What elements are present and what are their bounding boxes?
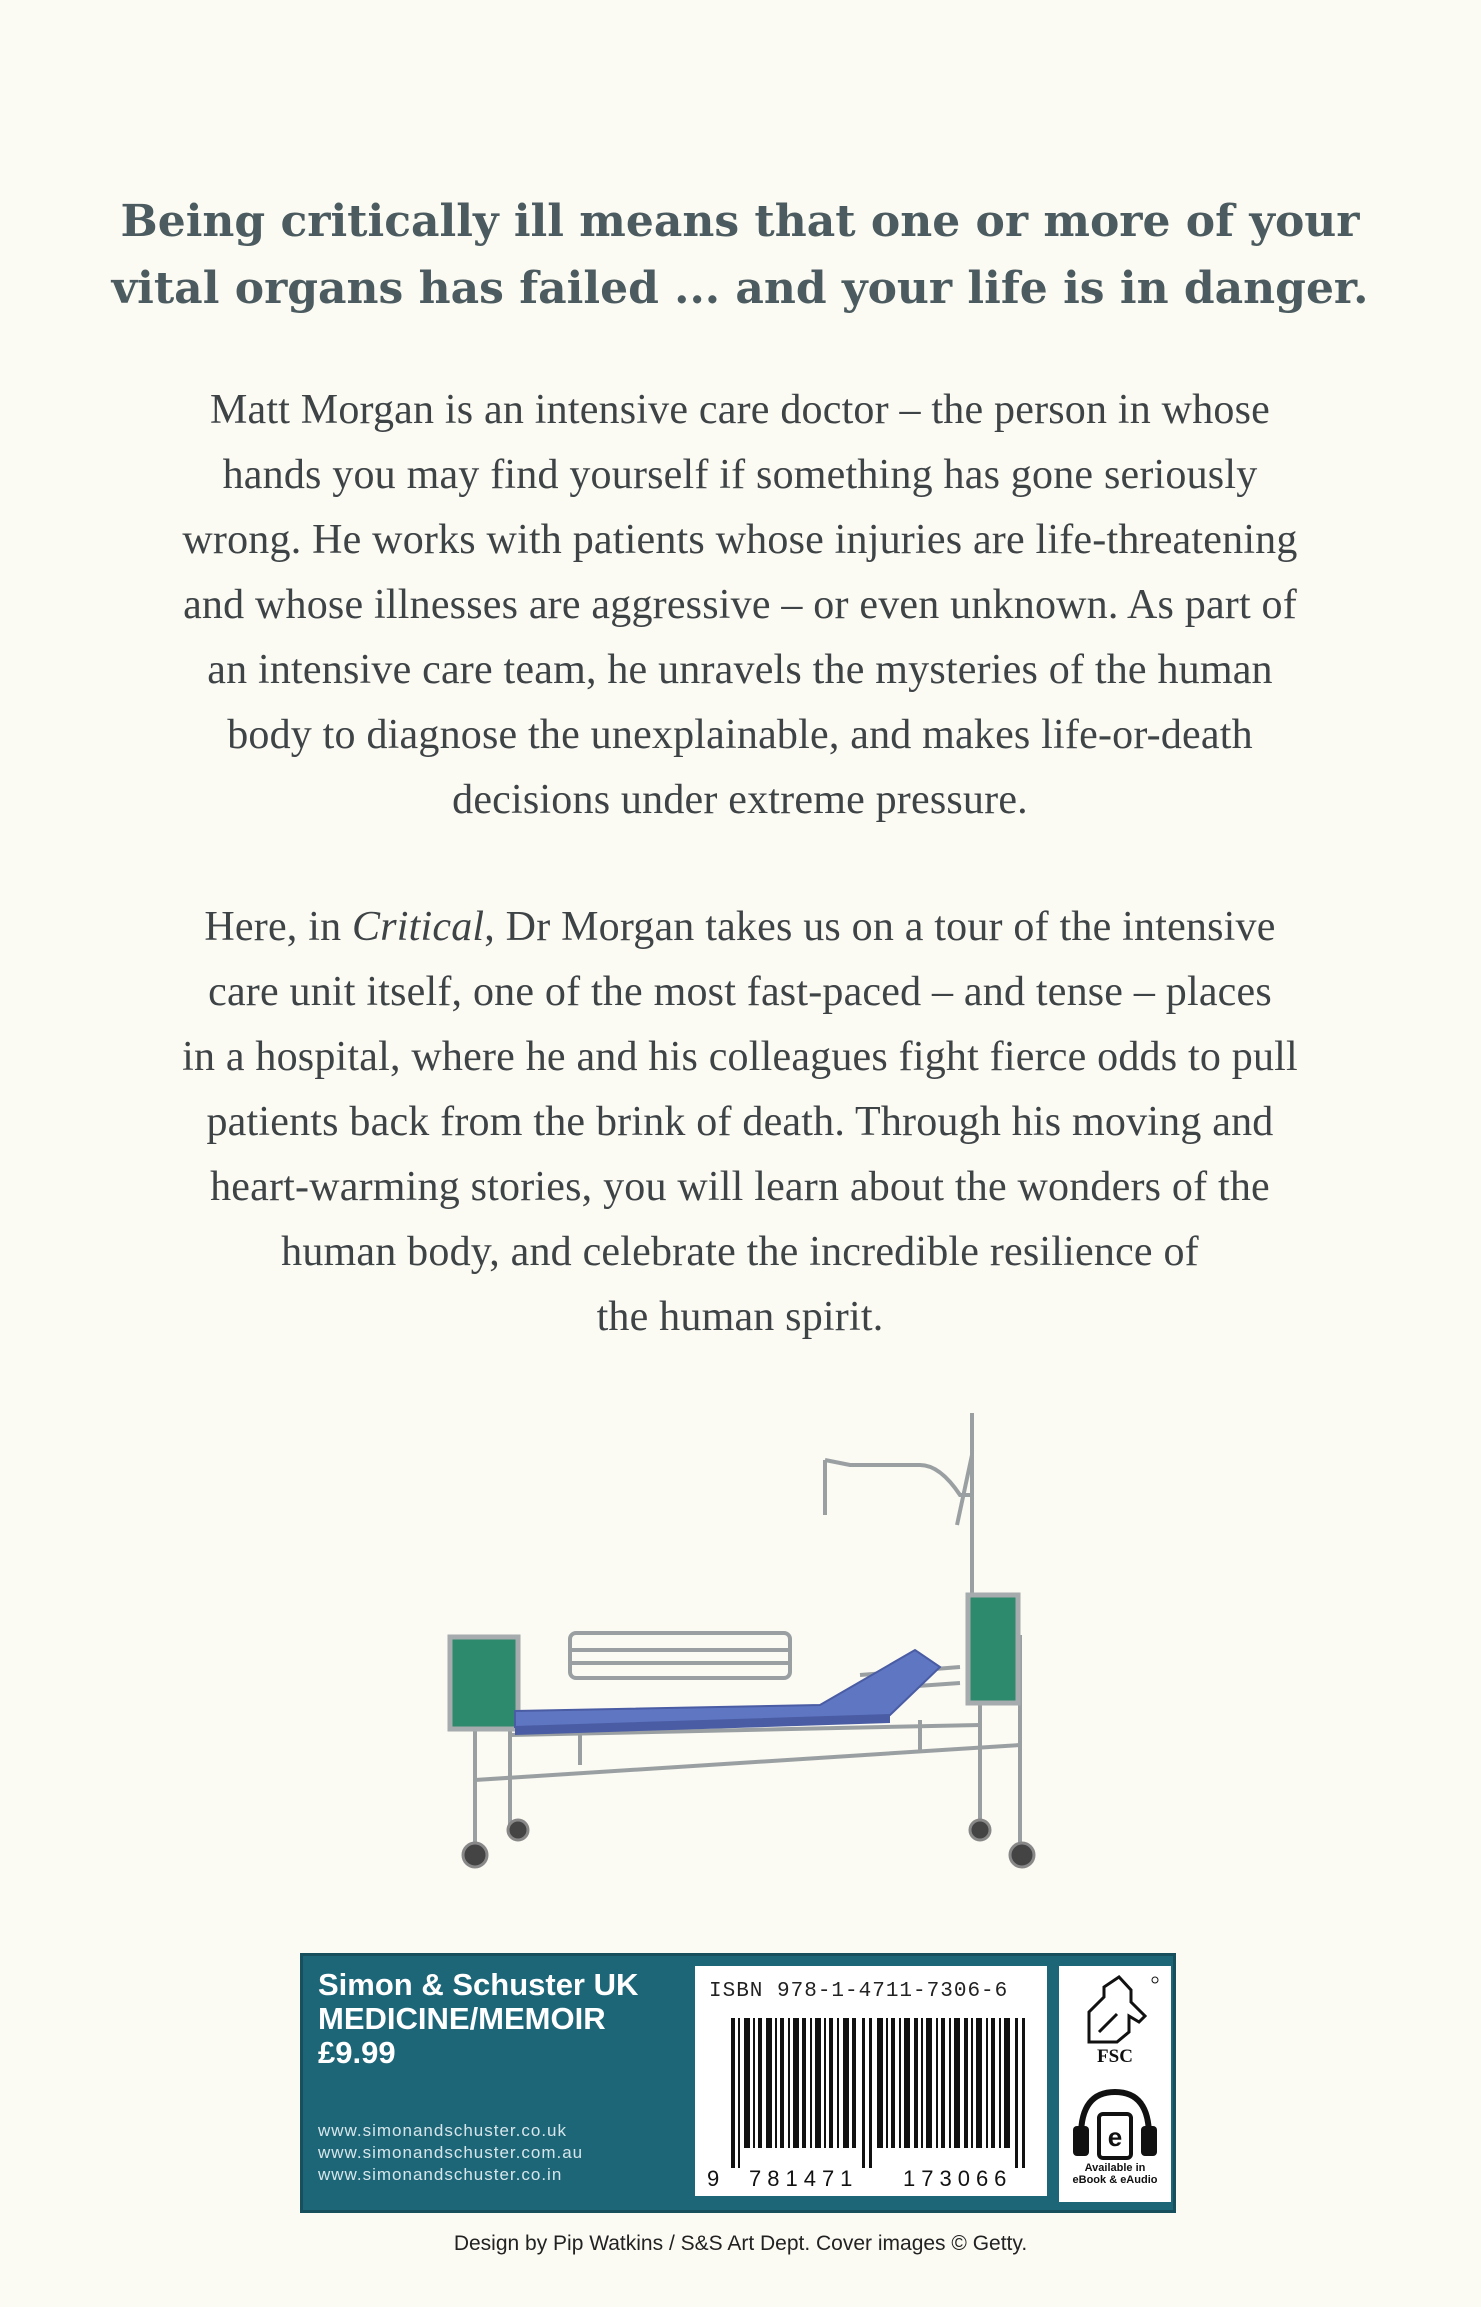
headline-line: vital organs has failed ... and your life is in danger. bbox=[111, 263, 1369, 314]
barcode-icon bbox=[731, 2018, 1027, 2168]
price-label: £9.99 bbox=[318, 2035, 396, 2070]
blurb-line: wrong. He works with patients whose injuries are life-threatening bbox=[182, 517, 1298, 563]
isbn-label: ISBN 978-1-4711-7306-6 bbox=[709, 1980, 1009, 2003]
hospital-bed-illustration bbox=[420, 1405, 1060, 1895]
barcode-digit-group: 9 bbox=[707, 2166, 720, 2191]
barcode-box bbox=[695, 1966, 1047, 2196]
blurb-line: human body, and celebrate the incredible resilience of bbox=[281, 1229, 1199, 1275]
blurb-line: decisions under extreme pressure. bbox=[452, 777, 1028, 823]
blurb-line: an intensive care team, he unravels the mysteries of the human bbox=[207, 647, 1273, 693]
headline bbox=[110, 188, 1370, 322]
book-title: Critical bbox=[351, 904, 485, 950]
blurb-paragraph-2 bbox=[100, 895, 1380, 1350]
blurb-line: hands you may find yourself if something has gone seriously bbox=[222, 452, 1258, 498]
blurb-line: and whose illnesses are aggressive – or even unknown. As part of bbox=[183, 582, 1297, 628]
headline-line: Being critically ill means that one or more of your bbox=[120, 196, 1360, 247]
fsc-label: FSC bbox=[1097, 2046, 1133, 2067]
blurb-paragraph-1 bbox=[100, 378, 1380, 833]
blurb-line: heart-warming stories, you will learn about the wonders of the bbox=[210, 1164, 1270, 1210]
svg-text:e: e bbox=[1107, 2122, 1123, 2152]
certification-icons bbox=[1059, 1966, 1171, 2202]
blurb-line: patients back from the brink of death. Through his moving and bbox=[206, 1099, 1274, 1145]
publisher-urls bbox=[318, 2120, 583, 2186]
availability-line: Available in bbox=[1084, 2162, 1146, 2174]
barcode-digit-group: 781471 bbox=[749, 2166, 859, 2191]
blurb-line: the human spirit. bbox=[596, 1294, 884, 1340]
publisher-name: Simon & Schuster UK bbox=[318, 1967, 639, 2002]
design-credit: Design by Pip Watkins / S&S Art Dept. Cover images © Getty. bbox=[453, 2232, 1028, 2255]
blurb-text: Here, in bbox=[204, 904, 352, 950]
fsc-logo-icon bbox=[1059, 1972, 1171, 2052]
blurb-line: care unit itself, one of the most fast-paced – and tense – places bbox=[208, 969, 1272, 1015]
barcode-digit-group: 173066 bbox=[903, 2166, 1013, 2191]
publisher-url[interactable]: www.simonandschuster.com.au bbox=[318, 2143, 584, 2162]
blurb-text: , Dr Morgan takes us on a tour of the intensive bbox=[484, 904, 1276, 950]
publisher-url[interactable]: www.simonandschuster.co.uk bbox=[318, 2121, 567, 2140]
availability-line: eBook & eAudio bbox=[1072, 2174, 1158, 2186]
availability-note bbox=[1059, 2162, 1171, 2186]
blurb-line: Matt Morgan is an intensive care doctor – the person in whose bbox=[209, 387, 1270, 433]
blurb-line bbox=[100, 895, 1380, 960]
publisher-panel bbox=[300, 1953, 1176, 2213]
category-label: MEDICINE/MEMOIR bbox=[318, 2001, 606, 2036]
blurb-line: in a hospital, where he and his colleagues fight fierce odds to pull bbox=[182, 1034, 1298, 1080]
blurb-line: body to diagnose the unexplainable, and makes life-or-death bbox=[227, 712, 1253, 758]
publisher-info bbox=[318, 1967, 698, 2184]
publisher-url[interactable]: www.simonandschuster.co.in bbox=[318, 2165, 563, 2184]
ebook-audio-icon bbox=[1059, 2074, 1171, 2164]
